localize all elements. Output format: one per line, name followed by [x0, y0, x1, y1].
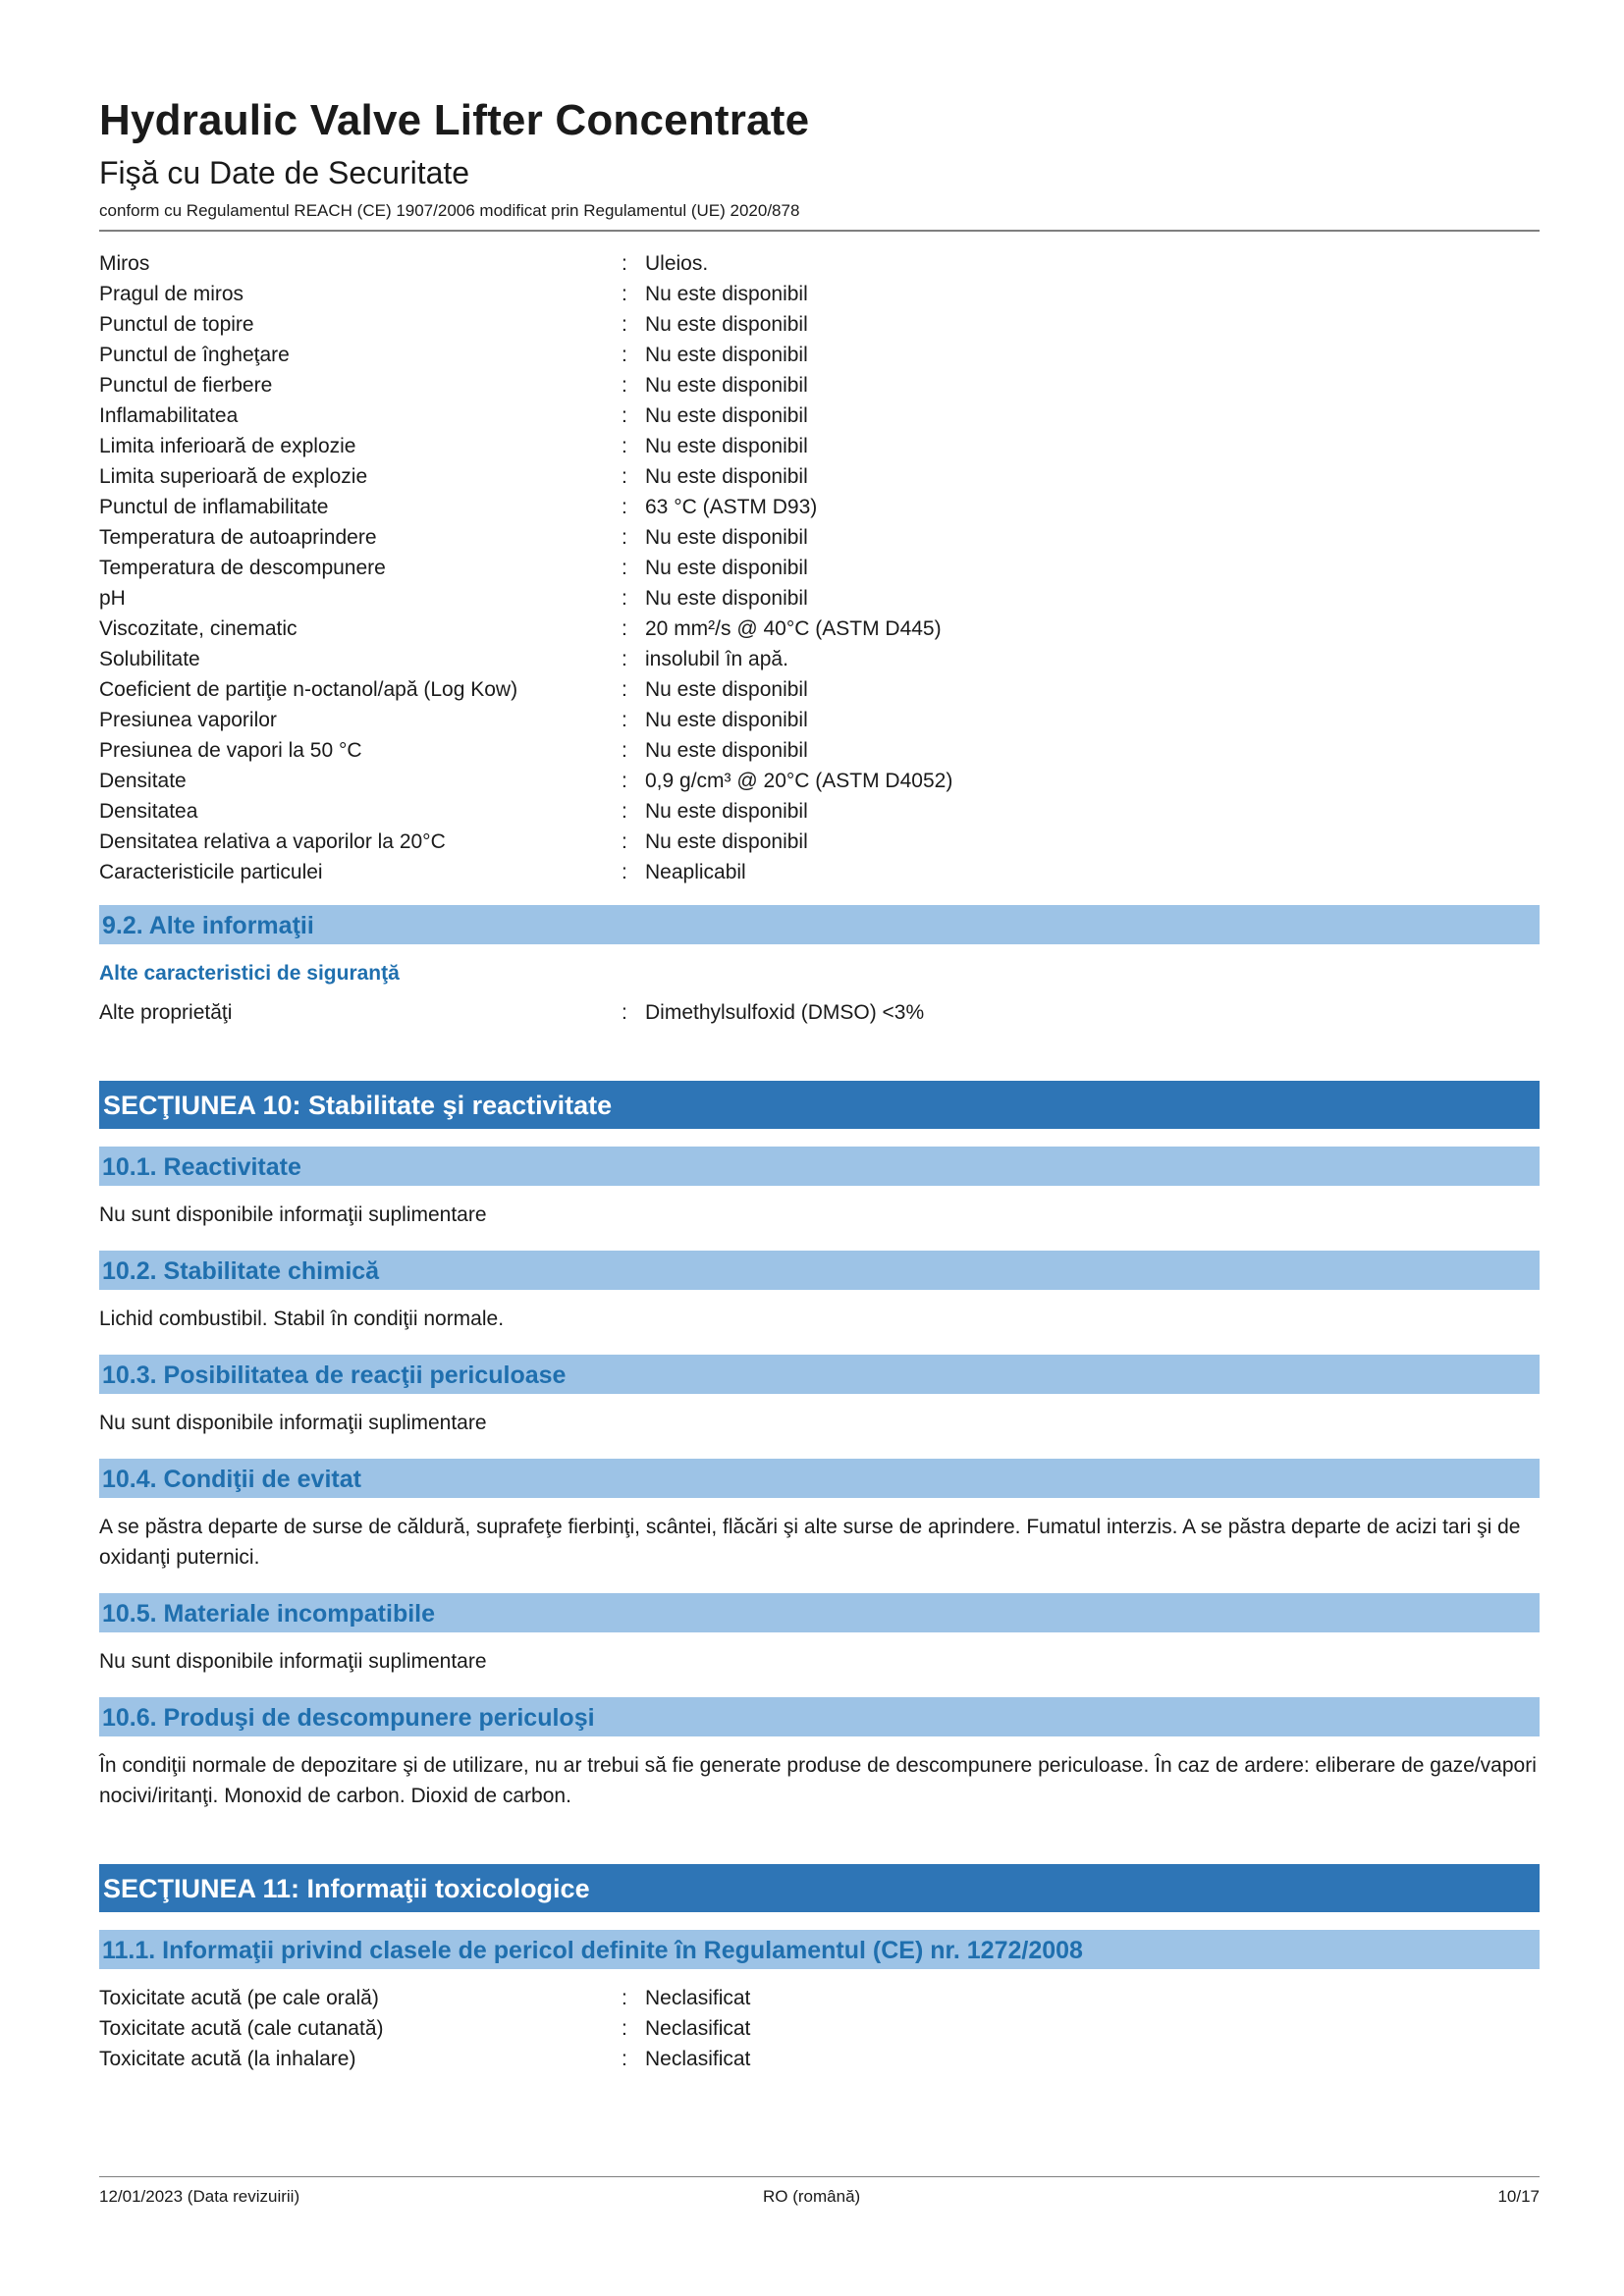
document-title: Hydraulic Valve Lifter Concentrate — [99, 96, 810, 144]
property-row: Toxicitate acută (pe cale orală) : Neclasificat — [99, 1983, 1540, 2013]
document-subtitle: Fişă cu Date de Securitate — [99, 155, 470, 190]
reactivity-text: Nu sunt disponibile informaţii suplimentare — [99, 1203, 487, 1226]
property-value: Neaplicabil — [645, 861, 746, 883]
property-row: Inflamabilitatea : Nu este disponibil — [99, 400, 1540, 431]
property-row: Temperatura de descompunere : Nu este disponibil — [99, 553, 1540, 583]
property-value: Uleios. — [645, 252, 709, 275]
property-row: Toxicitate acută (cale cutanată) : Neclasificat — [99, 2013, 1540, 2044]
subsection-header-10-5: 10.5. Materiale incompatibile — [99, 1593, 1540, 1632]
safety-characteristics-heading: Alte caracteristici de siguranţă — [99, 962, 400, 985]
subsection-header-11-1: 11.1. Informaţii privind clasele de pericol definite în Regulamentul (CE) nr. 1272/2008 — [99, 1930, 1540, 1969]
property-label: Pragul de miros — [99, 283, 244, 305]
property-value: Neclasificat — [645, 2017, 751, 2040]
property-value: Nu este disponibil — [645, 800, 808, 823]
toxicity-table — [99, 1983, 1540, 2074]
other-properties-table — [99, 997, 1540, 1028]
property-label: Densitatea relativa a vaporilor la 20°C — [99, 830, 446, 853]
property-value: Nu este disponibil — [645, 587, 808, 610]
property-row: Punctul de inflamabilitate : 63 °C (ASTM D93) — [99, 492, 1540, 522]
conditions-to-avoid-text: A se păstra departe de surse de căldură, suprafeţe fierbinţi, scântei, flăcări şi alte surse de aprindere. Fumatul interzis. A se păstra departe de acizi tari şi de oxidanţi puternici. — [99, 1516, 1521, 1569]
property-label: Coeficient de partiţie n-octanol/apă (Log Kow) — [99, 678, 518, 701]
property-value: Nu este disponibil — [645, 374, 808, 397]
property-value: Nu este disponibil — [645, 283, 808, 305]
property-value: Nu este disponibil — [645, 557, 808, 579]
property-row: Densitatea : Nu este disponibil — [99, 796, 1540, 827]
chemical-stability-text: Lichid combustibil. Stabil în condiţii normale. — [99, 1308, 505, 1330]
property-value: 63 °C (ASTM D93) — [645, 496, 818, 518]
property-row: Punctul de îngheţare : Nu este disponibil — [99, 340, 1540, 370]
property-value: Nu este disponibil — [645, 830, 808, 853]
footer-divider — [99, 2176, 1540, 2177]
property-row: Solubilitate : insolubil în apă. — [99, 644, 1540, 674]
property-row: Caracteristicile particulei : Neaplicabil — [99, 857, 1540, 887]
property-row: Punctul de topire : Nu este disponibil — [99, 309, 1540, 340]
regulation-line: conform cu Regulamentul REACH (CE) 1907/2006 modificat prin Regulamentul (UE) 2020/878 — [99, 201, 800, 220]
property-value: Nu este disponibil — [645, 404, 808, 427]
property-label: Presiunea vaporilor — [99, 709, 277, 731]
property-table — [99, 248, 1540, 887]
property-row: Alte proprietăţi : Dimethylsulfoxid (DMSO) <3% — [99, 997, 1540, 1028]
property-label: Limita superioară de explozie — [99, 465, 368, 488]
page-number: 10/17 — [1497, 2187, 1540, 2206]
property-value: Nu este disponibil — [645, 465, 808, 488]
property-value: Nu este disponibil — [645, 313, 808, 336]
property-value: insolubil în apă. — [645, 648, 788, 670]
subsection-header-10-1: 10.1. Reactivitate — [99, 1147, 1540, 1186]
decomposition-products-text: În condiţii normale de depozitare şi de utilizare, nu ar trebui să fie generate produse de descompunere periculoase. În caz de ardere: eliberare de gaze/vapori nocivi/iritanţi. Monoxid de carbon. Dioxid de carbon. — [99, 1754, 1537, 1807]
subsection-header-10-2: 10.2. Stabilitate chimică — [99, 1251, 1540, 1290]
property-label: Densitate — [99, 770, 187, 792]
subsection-header-10-4: 10.4. Condiţii de evitat — [99, 1459, 1540, 1498]
property-label: Miros — [99, 252, 150, 275]
header-divider — [99, 230, 1540, 232]
property-value: Nu este disponibil — [645, 526, 808, 549]
property-label: Toxicitate acută (pe cale orală) — [99, 1987, 379, 2009]
property-value: 20 mm²/s @ 40°C (ASTM D445) — [645, 617, 942, 640]
subsection-header-10-3: 10.3. Posibilitatea de reacţii periculoase — [99, 1355, 1540, 1394]
property-label: Presiunea de vapori la 50 °C — [99, 739, 362, 762]
property-label: Punctul de îngheţare — [99, 344, 290, 366]
property-label: Densitatea — [99, 800, 198, 823]
property-value: Nu este disponibil — [645, 344, 808, 366]
property-value: 0,9 g/cm³ @ 20°C (ASTM D4052) — [645, 770, 953, 792]
property-value: Nu este disponibil — [645, 435, 808, 457]
property-label: Toxicitate acută (cale cutanată) — [99, 2017, 384, 2040]
subsection-header-10-6: 10.6. Produşi de descompunere periculoşi — [99, 1697, 1540, 1736]
property-label: Punctul de topire — [99, 313, 254, 336]
property-value: Nu este disponibil — [645, 709, 808, 731]
property-row: Viscozitate, cinematic : 20 mm²/s @ 40°C (ASTM D445) — [99, 614, 1540, 644]
property-row: Miros : Uleios. — [99, 248, 1540, 279]
property-row: Densitatea relativa a vaporilor la 20°C : Nu este disponibil — [99, 827, 1540, 857]
property-label: Punctul de fierbere — [99, 374, 273, 397]
property-label: Temperatura de descompunere — [99, 557, 386, 579]
property-row: Punctul de fierbere : Nu este disponibil — [99, 370, 1540, 400]
property-row: pH : Nu este disponibil — [99, 583, 1540, 614]
property-row: Limita superioară de explozie : Nu este disponibil — [99, 461, 1540, 492]
section-header-10: SECŢIUNEA 10: Stabilitate şi reactivitate — [99, 1081, 1540, 1129]
subsection-header-9-2: 9.2. Alte informaţii — [99, 905, 1540, 944]
property-value: Dimethylsulfoxid (DMSO) <3% — [645, 1001, 925, 1024]
property-label: Caracteristicile particulei — [99, 861, 323, 883]
property-row: Presiunea vaporilor : Nu este disponibil — [99, 705, 1540, 735]
property-value: Nu este disponibil — [645, 739, 808, 762]
property-value: Nu este disponibil — [645, 678, 808, 701]
hazardous-reactions-text: Nu sunt disponibile informaţii suplimentare — [99, 1412, 487, 1434]
property-label: Punctul de inflamabilitate — [99, 496, 329, 518]
property-label: Alte proprietăţi — [99, 1001, 233, 1024]
property-label: Toxicitate acută (la inhalare) — [99, 2048, 356, 2070]
property-row: Limita inferioară de explozie : Nu este disponibil — [99, 431, 1540, 461]
property-row: Coeficient de partiţie n-octanol/apă (Log Kow) : Nu este disponibil — [99, 674, 1540, 705]
property-label: Temperatura de autoaprindere — [99, 526, 377, 549]
property-label: Limita inferioară de explozie — [99, 435, 356, 457]
property-label: Viscozitate, cinematic — [99, 617, 298, 640]
property-row: Densitate : 0,9 g/cm³ @ 20°C (ASTM D4052) — [99, 766, 1540, 796]
property-row: Presiunea de vapori la 50 °C : Nu este disponibil — [99, 735, 1540, 766]
property-label: Inflamabilitatea — [99, 404, 239, 427]
property-row: Temperatura de autoaprindere : Nu este disponibil — [99, 522, 1540, 553]
property-value: Neclasificat — [645, 2048, 751, 2070]
property-value: Neclasificat — [645, 1987, 751, 2009]
language-label: RO (română) — [763, 2187, 861, 2206]
incompatible-materials-text: Nu sunt disponibile informaţii suplimentare — [99, 1650, 487, 1673]
property-row: Toxicitate acută (la inhalare) : Neclasificat — [99, 2044, 1540, 2074]
section-header-11: SECŢIUNEA 11: Informaţii toxicologice — [99, 1864, 1540, 1912]
property-row: Pragul de miros : Nu este disponibil — [99, 279, 1540, 309]
revision-date: 12/01/2023 (Data revizuirii) — [99, 2187, 300, 2206]
property-label: pH — [99, 587, 126, 610]
property-label: Solubilitate — [99, 648, 200, 670]
